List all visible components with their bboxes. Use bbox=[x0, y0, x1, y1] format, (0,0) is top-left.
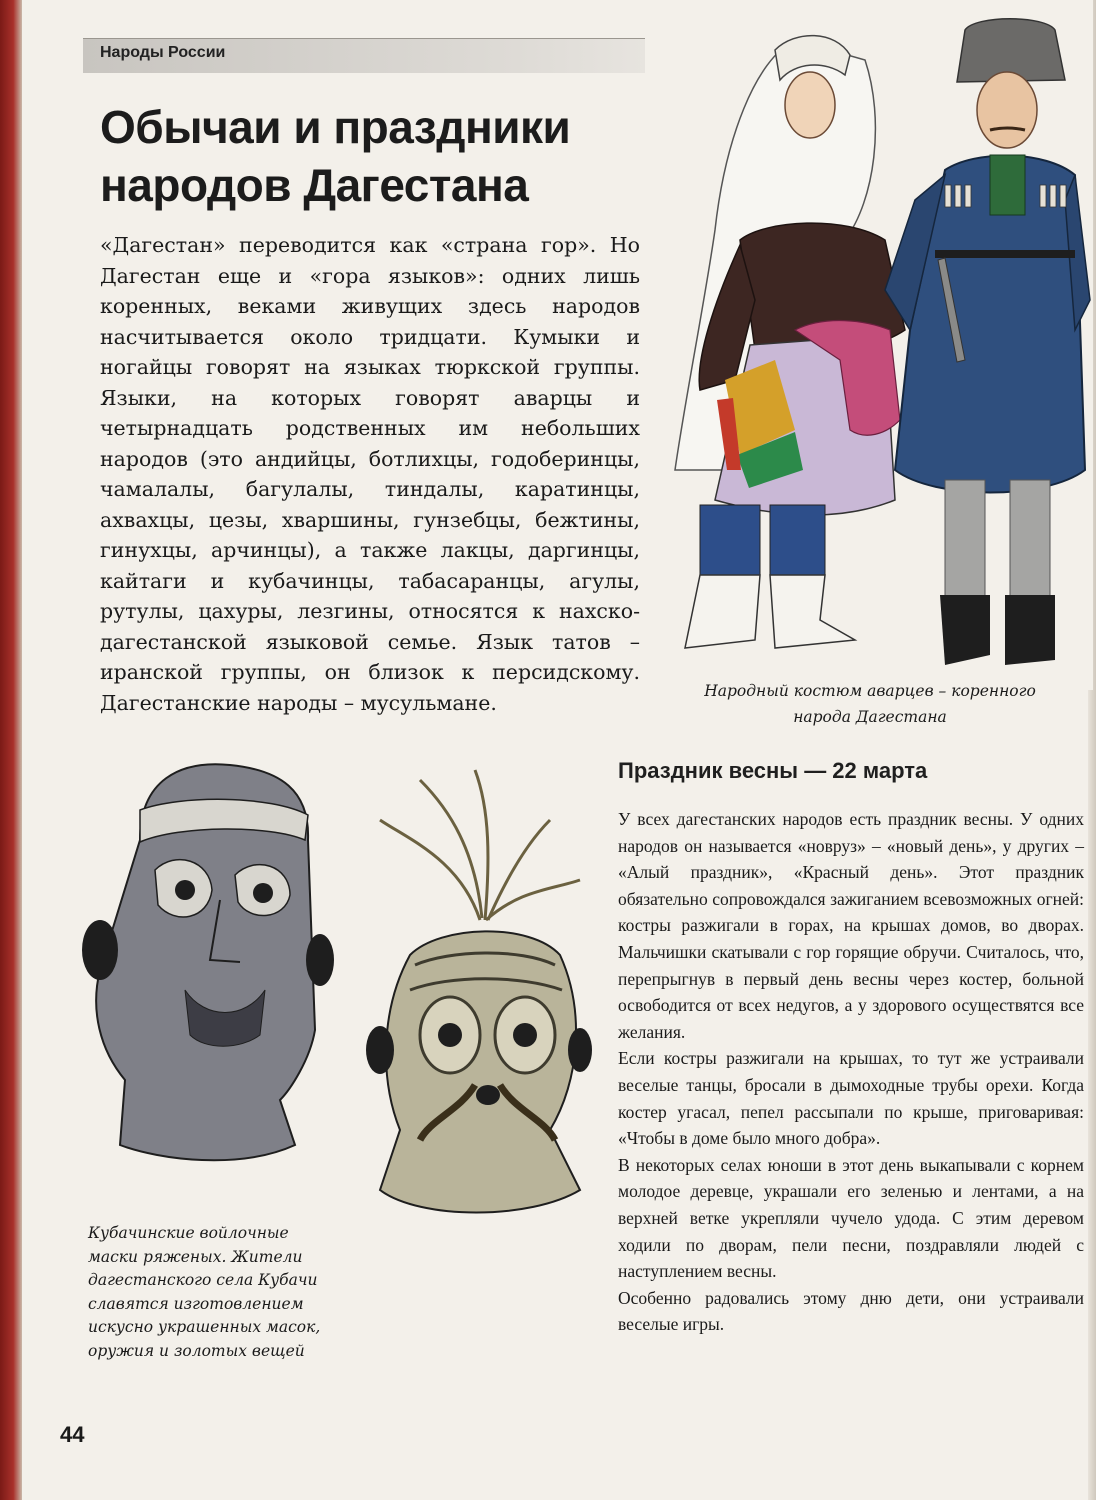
paragraph: Если костры разжигали на крышах, то тут же устраивали веселые танцы, бросали в дымоходные трубы орехи. Когда костер угасал, пепел рассыпали по крыше, приговаривая: «Чтобы в доме было много добра». bbox=[618, 1048, 1084, 1149]
paragraph: У всех дагестанских народов есть праздник весны. У одних народов он называется «новруз» – «новый день», у других – «Алый праздник», «Красный день». Этот праздник обязательно сопровождался зажиганием всевозможных огней: костры разжигали в горах, на крышах домов, во дворах. Мальчишки скатывали с гор горящие обручи. Считалось, что, перепрыгнув в первый день весны через костер, больной освободится от всех недугов, а у здорового осуществятся все желания. bbox=[618, 809, 1084, 1042]
intro-paragraph: «Дагестан» переводится как «страна гор». Но Дагестан еще и «гора языков»: одних лишь коренных, веками живущих здесь народов насчитывается около тридцати. Кумыки и ногайцы говорят на языках тюркской группы. Языки, на которых говорят аварцы и четырнадцать родственных им небольших народов (это андийцы, ботлихцы, годоберинцы, чамалалы, багулалы, тиндалы, каратинцы, ахвахцы, цезы, хваршины, гунзебцы, бежтины, гинухцы, арчинцы), а также лакцы, даргинцы, кайтаги и кубачинцы, табасаранцы, агулы, рутулы, цахуры, лезгины, относятся к нахско-дагестанской языковой семье. Язык татов – иранской группы, он близок к персидскому. Дагестанские народы – мусульмане. bbox=[100, 233, 640, 715]
section-label: Народы России bbox=[100, 44, 226, 61]
masks-caption: Кубачинские войлочные маски ряженых. Жители дагестанского села Кубачи славятся изготовлением искусно украшенных масок, оружия и золотых вещей bbox=[88, 1224, 321, 1360]
kubachi-masks-illustration bbox=[80, 750, 610, 1230]
spring-holiday-text bbox=[618, 806, 1084, 1338]
costume-caption: Народный костюм аварцев – коренного народа Дагестана bbox=[704, 682, 1036, 726]
paragraph: В некоторых селах юноши в этот день выкапывали с корнем молодое деревце, украшали его зеленью и лентами, а на верхней ветке укрепляли чучело удода. С этим деревом ходили по дворам, пели песни, поздравляли людей с наступлением весны. bbox=[618, 1154, 1084, 1282]
avar-costume-illustration bbox=[645, 0, 1093, 690]
spring-holiday-heading: Праздник весны — 22 марта bbox=[618, 758, 928, 783]
page-title: Обычаи и праздники народов Дагестана bbox=[100, 101, 571, 211]
book-spine-edge bbox=[0, 0, 22, 1500]
paragraph: Особенно радовались этому дню дети, они устраивали веселые игры. bbox=[618, 1287, 1084, 1335]
page-number: 44 bbox=[60, 1422, 85, 1447]
